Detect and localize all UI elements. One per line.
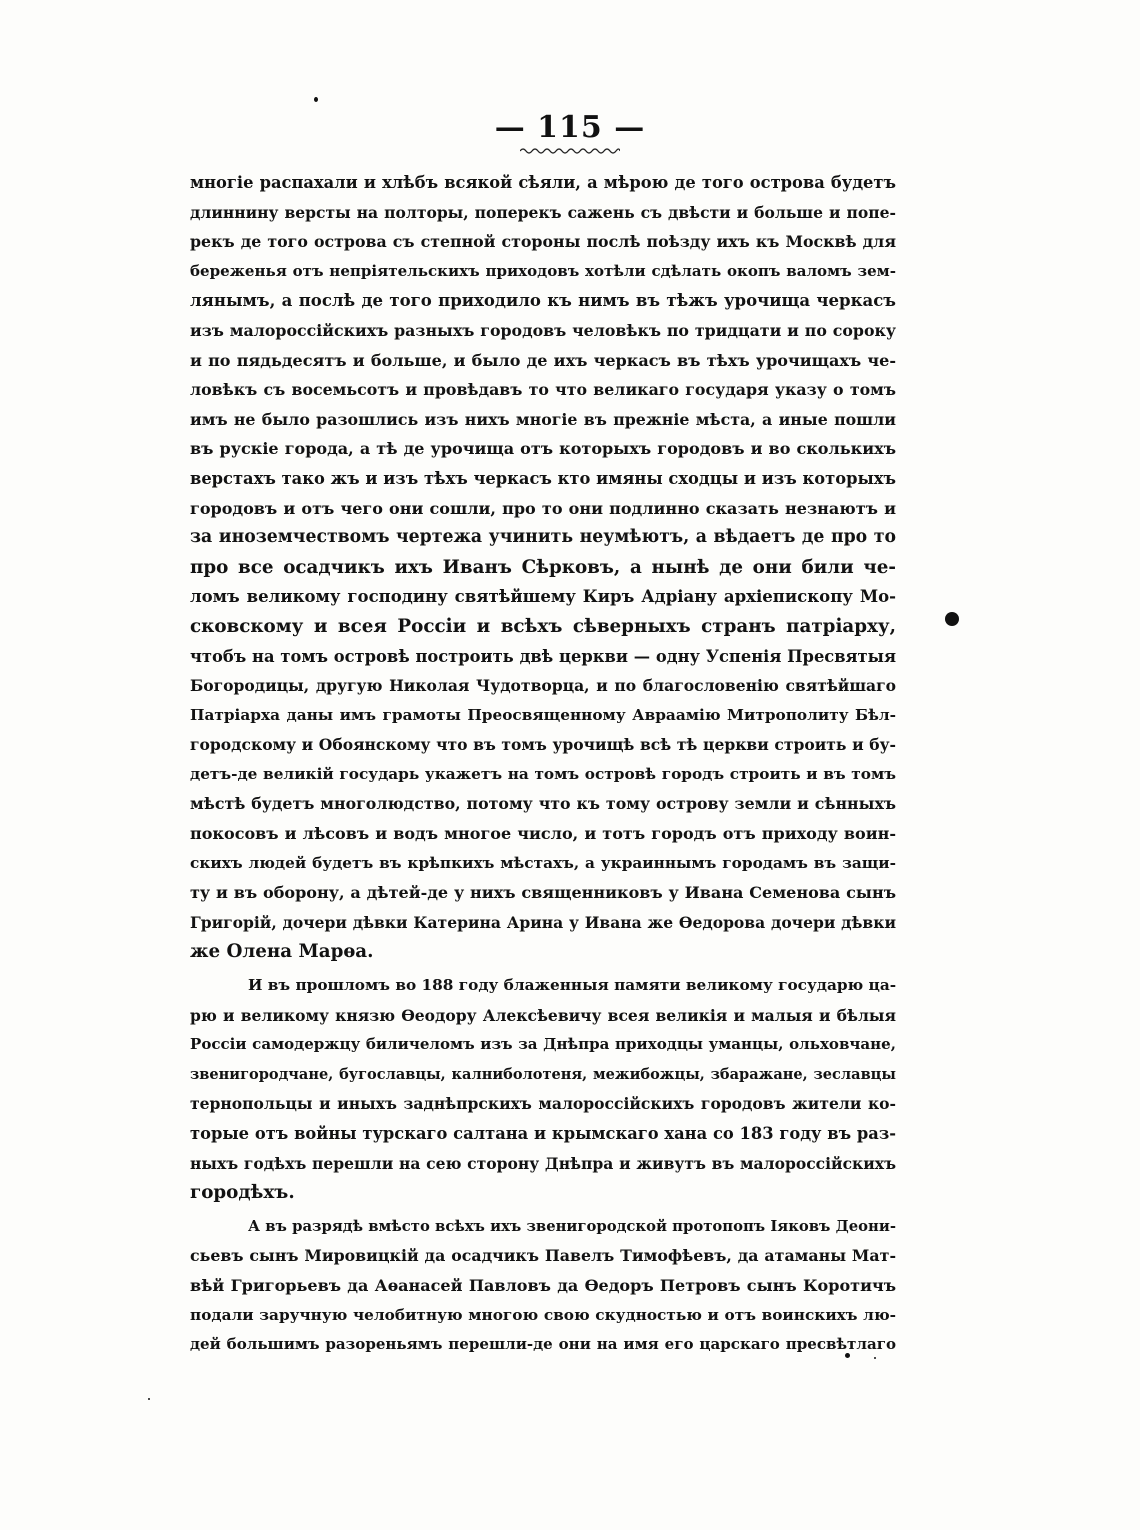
- text-line: лянымъ, а послѣ де того приходило къ нимъ въ тѣжъ урочища черкасъ: [190, 290, 896, 311]
- body-text: [190, 168, 896, 1364]
- paragraph-2: [190, 971, 896, 1208]
- text-line: детъ-де великій государь укажетъ на томъ островѣ городъ строить и въ томъ: [190, 764, 896, 783]
- text-line: въ рускіе города, а тѣ де урочища отъ которыхъ городовъ и во сколькихъ: [190, 439, 896, 459]
- text-line: А въ разрядѣ вмѣсто всѣхъ ихъ звенигородской протопопъ Іяковъ Деони-: [248, 1217, 896, 1235]
- text-line: сковскому и всея Россіи и всѣхъ сѣверныхъ странъ патріарху,: [190, 615, 896, 637]
- scan-speck: [148, 1398, 150, 1400]
- text-line: длиннину версты на полторы, поперекъ сажень съ двѣсти и больше и попе-: [190, 202, 896, 222]
- text-line: верстахъ тако жъ и изъ тѣхъ черкасъ кто имяны сходцы и изъ которыхъ: [190, 468, 896, 488]
- text-line: ловѣкъ съ восемьсотъ и провѣдавъ то что великаго государя указу о томъ: [190, 380, 896, 400]
- page-number: — 115 —: [494, 110, 646, 145]
- text-line: городѣхъ.: [190, 1182, 295, 1204]
- text-line: подали заручную челобитную многою свою скудностью и отъ воинскихъ лю-: [190, 1305, 896, 1324]
- text-line: имъ не было разошлись изъ нихъ многіе въ прежніе мѣста, а иные пошли: [190, 409, 896, 429]
- text-line: ныхъ годѣхъ перешли на сею сторону Днѣпра и живутъ въ малороссійскихъ: [190, 1153, 896, 1173]
- text-line: рю и великому князю Ѳеодору Алексѣевичу всея великія и малыя и бѣлыя: [190, 1005, 896, 1025]
- text-line: мѣстѣ будетъ многолюдство, потому что къ тому острову земли и сѣнныхъ: [190, 794, 896, 814]
- text-line: тернопольцы и иныхъ заднѣпрскихъ малороссійскихъ городовъ жители ко-: [190, 1094, 896, 1114]
- text-line: сьевъ сынъ Мировицкій да осадчикъ Павелъ Тимофѣевъ, да атаманы Мат-: [190, 1246, 896, 1266]
- text-line: покосовъ и лѣсовъ и водъ многое число, и тотъ городъ отъ приходу воин-: [190, 824, 896, 844]
- text-line: городскому и Обоянскому что въ томъ урочищѣ всѣ тѣ церкви строить и бу-: [190, 735, 896, 755]
- text-line: городовъ и отъ чего они сошли, про то они подлинно сказать незнаютъ и: [190, 498, 896, 518]
- text-line: рекъ де того острова съ степной стороны послѣ поѣзду ихъ къ Москвѣ для: [190, 232, 896, 252]
- text-line: вѣй Григорьевъ да Аѳанасей Павловъ да Ѳедоръ Петровъ сынъ Коротичъ: [190, 1275, 896, 1295]
- scan-speck: [874, 1357, 876, 1359]
- text-line: И въ прошломъ во 188 году блаженныя памяти великому государю ца-: [248, 976, 896, 995]
- text-line: береженья отъ непріятельскихъ приходовъ хотѣли сдѣлать окопъ валомъ зем-: [190, 261, 896, 280]
- text-line: Григорій, дочери дѣвки Катерина Арина у Ивана же Ѳедорова дочери дѣвки: [190, 912, 896, 932]
- text-line: торые отъ войны турскаго салтана и крымскаго хана со 183 году въ раз-: [190, 1124, 896, 1143]
- text-line: про все осадчикъ ихъ Иванъ Сѣрковъ, а нынѣ де они били че-: [190, 556, 896, 578]
- text-line: же Олена Марѳа.: [190, 941, 374, 963]
- text-line: чтобъ на томъ островѣ построить двѣ церкви — одну Успенія Пресвятыя: [190, 646, 896, 666]
- text-line: Россіи самодержцу биличеломъ изъ за Днѣпра приходцы уманцы, ольховчане,: [190, 1035, 896, 1054]
- text-line: ломъ великому господину святѣйшему Киръ Адріану архіепископу Мо-: [190, 586, 896, 607]
- text-line: Патріарха даны имъ грамоты Преосвященному Авраамію Митрополиту Бѣл-: [190, 705, 896, 724]
- text-line: дей большимъ разореньямъ перешли-де они на имя его царскаго пресвѣтлаго: [190, 1335, 896, 1354]
- paragraph-1: [190, 168, 896, 967]
- text-line: изъ малороссійскихъ разныхъ городовъ человѣкъ по тридцати и по сороку: [190, 320, 896, 340]
- scan-speck: [845, 1353, 850, 1358]
- text-line: ту и въ оборону, а дѣтей-де у нихъ священниковъ у Ивана Семенова сынъ: [190, 883, 896, 903]
- text-line: скихъ людей будетъ въ крѣпкихъ мѣстахъ, а украиннымъ городамъ въ защи-: [190, 853, 896, 872]
- page-header: [0, 110, 1140, 155]
- text-line: и по пядьдесятъ и больше, и было де ихъ черкасъ въ тѣхъ урочищахъ че-: [190, 350, 896, 370]
- text-line: многіе распахали и хлѣбъ всякой сѣяли, а мѣрою де того острова будетъ: [190, 173, 896, 192]
- scan-speck: [314, 97, 318, 102]
- text-line: за иноземчествомъ чертежа учинить неумѣютъ, а вѣдаетъ де про то: [190, 527, 896, 548]
- text-line: Богородицы, другую Николая Чудотворца, и по благословенію святѣйшаго: [190, 676, 896, 696]
- paragraph-3: [190, 1212, 896, 1360]
- wavy-underline-ornament: [520, 147, 620, 155]
- text-line: звенигородчане, бугославцы, калниболотеня, межибожцы, збаражане, зеславцы: [190, 1065, 896, 1083]
- scan-speck: [945, 612, 959, 626]
